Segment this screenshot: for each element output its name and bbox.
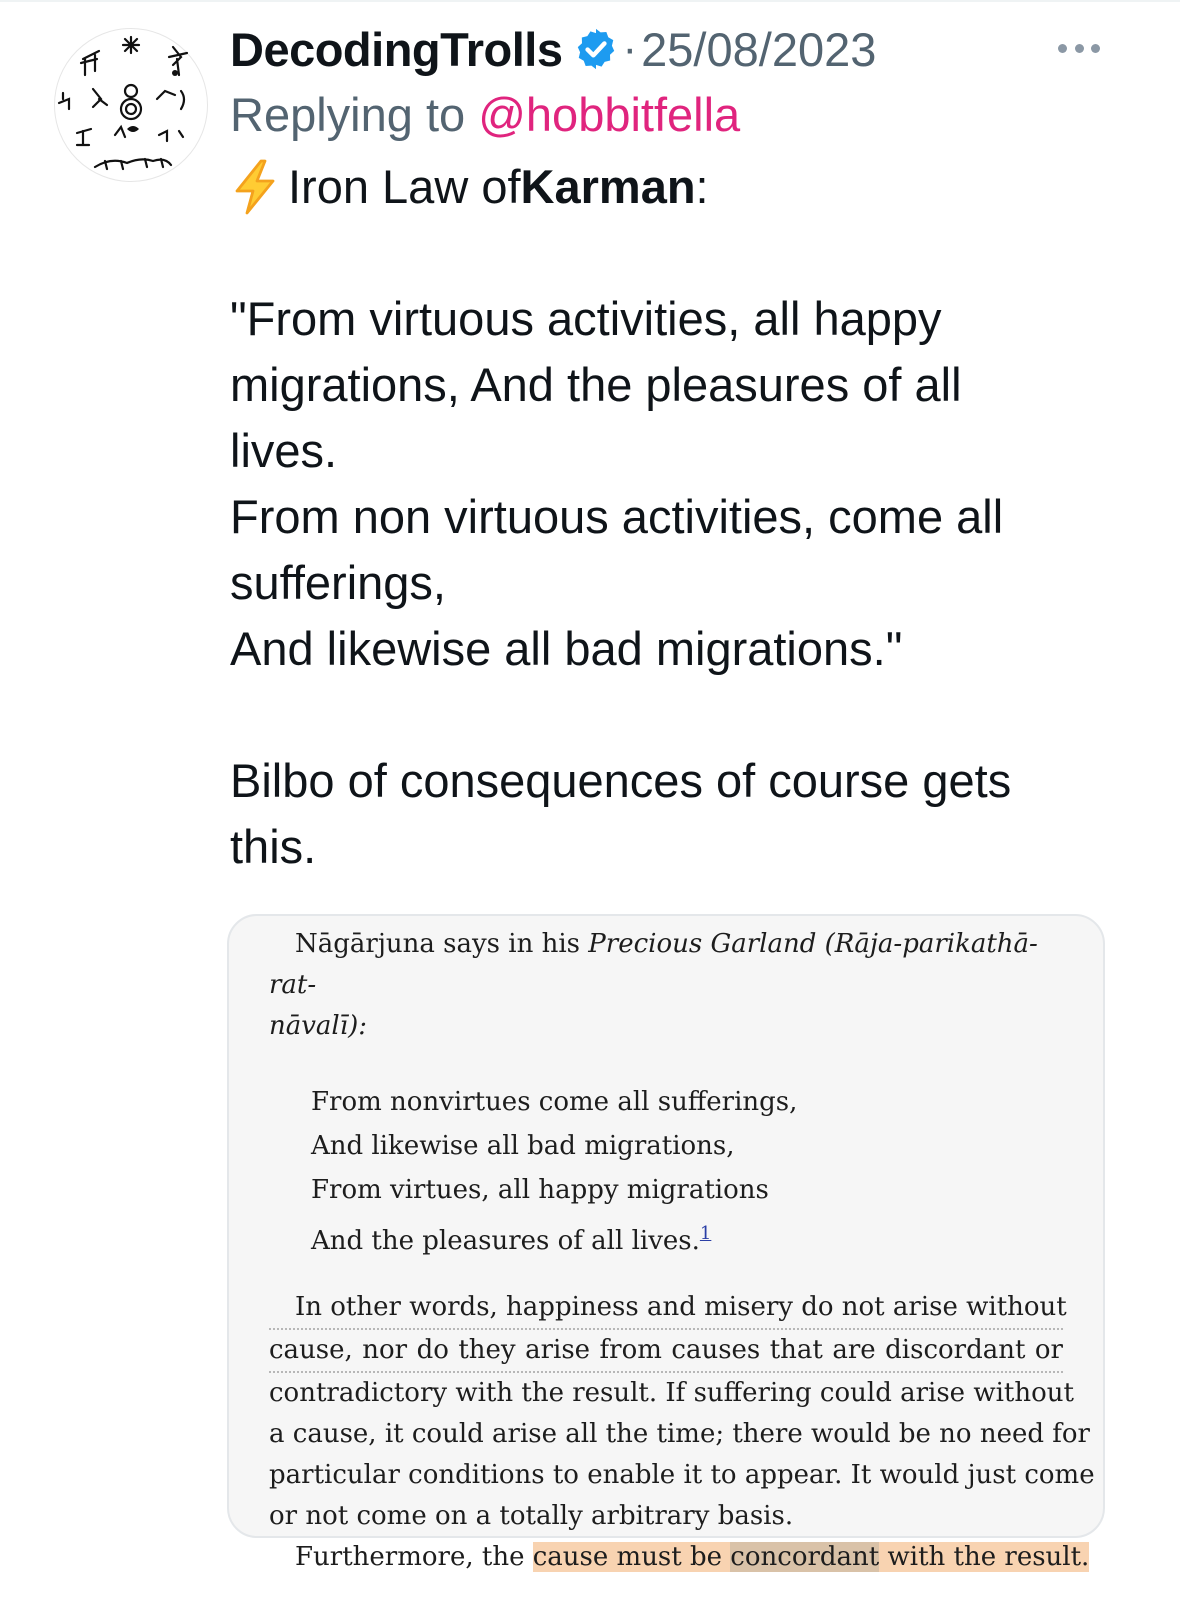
- closing-line: Bilbo of consequences of course gets: [230, 754, 1012, 807]
- highlight-1: cause must be: [532, 1542, 731, 1572]
- intro-line-2: [269, 1006, 1063, 1047]
- intro-text: Nāgārjuna says in his: [295, 929, 589, 959]
- paragraph-line: a cause, it could arise all the time; there would be no need for: [269, 1419, 1090, 1449]
- verse-block: [269, 1080, 1063, 1263]
- quote-line: lives.: [230, 424, 338, 477]
- verse-line: And the pleasures of all lives.: [311, 1226, 700, 1256]
- paragraph-line: or not come on a totally arbitrary basis.: [269, 1501, 794, 1531]
- book-page-excerpt: [269, 924, 1095, 1578]
- last-prefix: Furthermore, the: [295, 1542, 533, 1572]
- quote-line: sufferings,: [230, 556, 446, 609]
- attached-image[interactable]: [227, 914, 1105, 1572]
- paragraph-line: contradictory with the result. If suffering could arise without: [269, 1378, 1074, 1408]
- quote-line: "From virtuous activities, all happy: [230, 292, 942, 345]
- tweet-header: [230, 16, 1130, 82]
- lead-bold: Karman: [520, 160, 696, 213]
- highlighted-line: [269, 1537, 1090, 1578]
- reply-context: [230, 82, 1130, 148]
- highlight-2: concordant: [730, 1542, 880, 1572]
- blank-line: [230, 682, 1130, 748]
- high-voltage-icon: [230, 159, 280, 215]
- lead-suffix: :: [695, 160, 709, 213]
- verse-line: From virtues, all happy migrations: [311, 1175, 769, 1205]
- avatar-petroglyph-icon: [55, 29, 207, 181]
- book-title-part1: Precious Garland (Rāja-parikathā-rat-: [269, 929, 1038, 1000]
- lead-prefix: Iron Law of: [288, 160, 521, 213]
- blank-line: [230, 220, 1130, 286]
- verse-line-last: [311, 1212, 1063, 1263]
- footnote-link[interactable]: 1: [699, 1223, 712, 1244]
- tweet-content: [230, 16, 1130, 880]
- tweet-lead-line: [230, 154, 1130, 220]
- paragraph-line: particular conditions to enable it to appear. It would just come: [269, 1460, 1095, 1490]
- intro-line-1: [269, 924, 1063, 1006]
- header-separator: ·: [622, 24, 638, 73]
- paragraph-line: In other words, happiness and misery do not arise without: [269, 1287, 1063, 1330]
- quote-line: And likewise all bad migrations.": [230, 622, 903, 675]
- book-title-part2: nāvalī):: [269, 1011, 367, 1041]
- avatar[interactable]: [54, 28, 208, 182]
- tweet-text: [230, 154, 1130, 880]
- highlight-3: with the result.: [879, 1542, 1090, 1572]
- explanation-paragraph: [269, 1287, 1095, 1578]
- quote-line: From non virtuous activities, come all: [230, 490, 1004, 543]
- paragraph-line: cause, nor do they arise from causes that are discordant or: [269, 1330, 1063, 1373]
- verified-badge-icon: [573, 26, 619, 72]
- quote-line: migrations, And the pleasures of all: [230, 358, 962, 411]
- reply-prefix: Replying to: [230, 88, 479, 141]
- post-date[interactable]: 25/08/2023: [641, 22, 877, 76]
- display-name[interactable]: DecodingTrolls: [230, 22, 563, 76]
- closing-line: this.: [230, 820, 317, 873]
- verse-line: And likewise all bad migrations,: [311, 1131, 735, 1161]
- top-divider: [0, 0, 1180, 2]
- verse-line: From nonvirtues come all sufferings,: [311, 1087, 798, 1117]
- reply-handle-link[interactable]: @hobbitfella: [478, 88, 741, 141]
